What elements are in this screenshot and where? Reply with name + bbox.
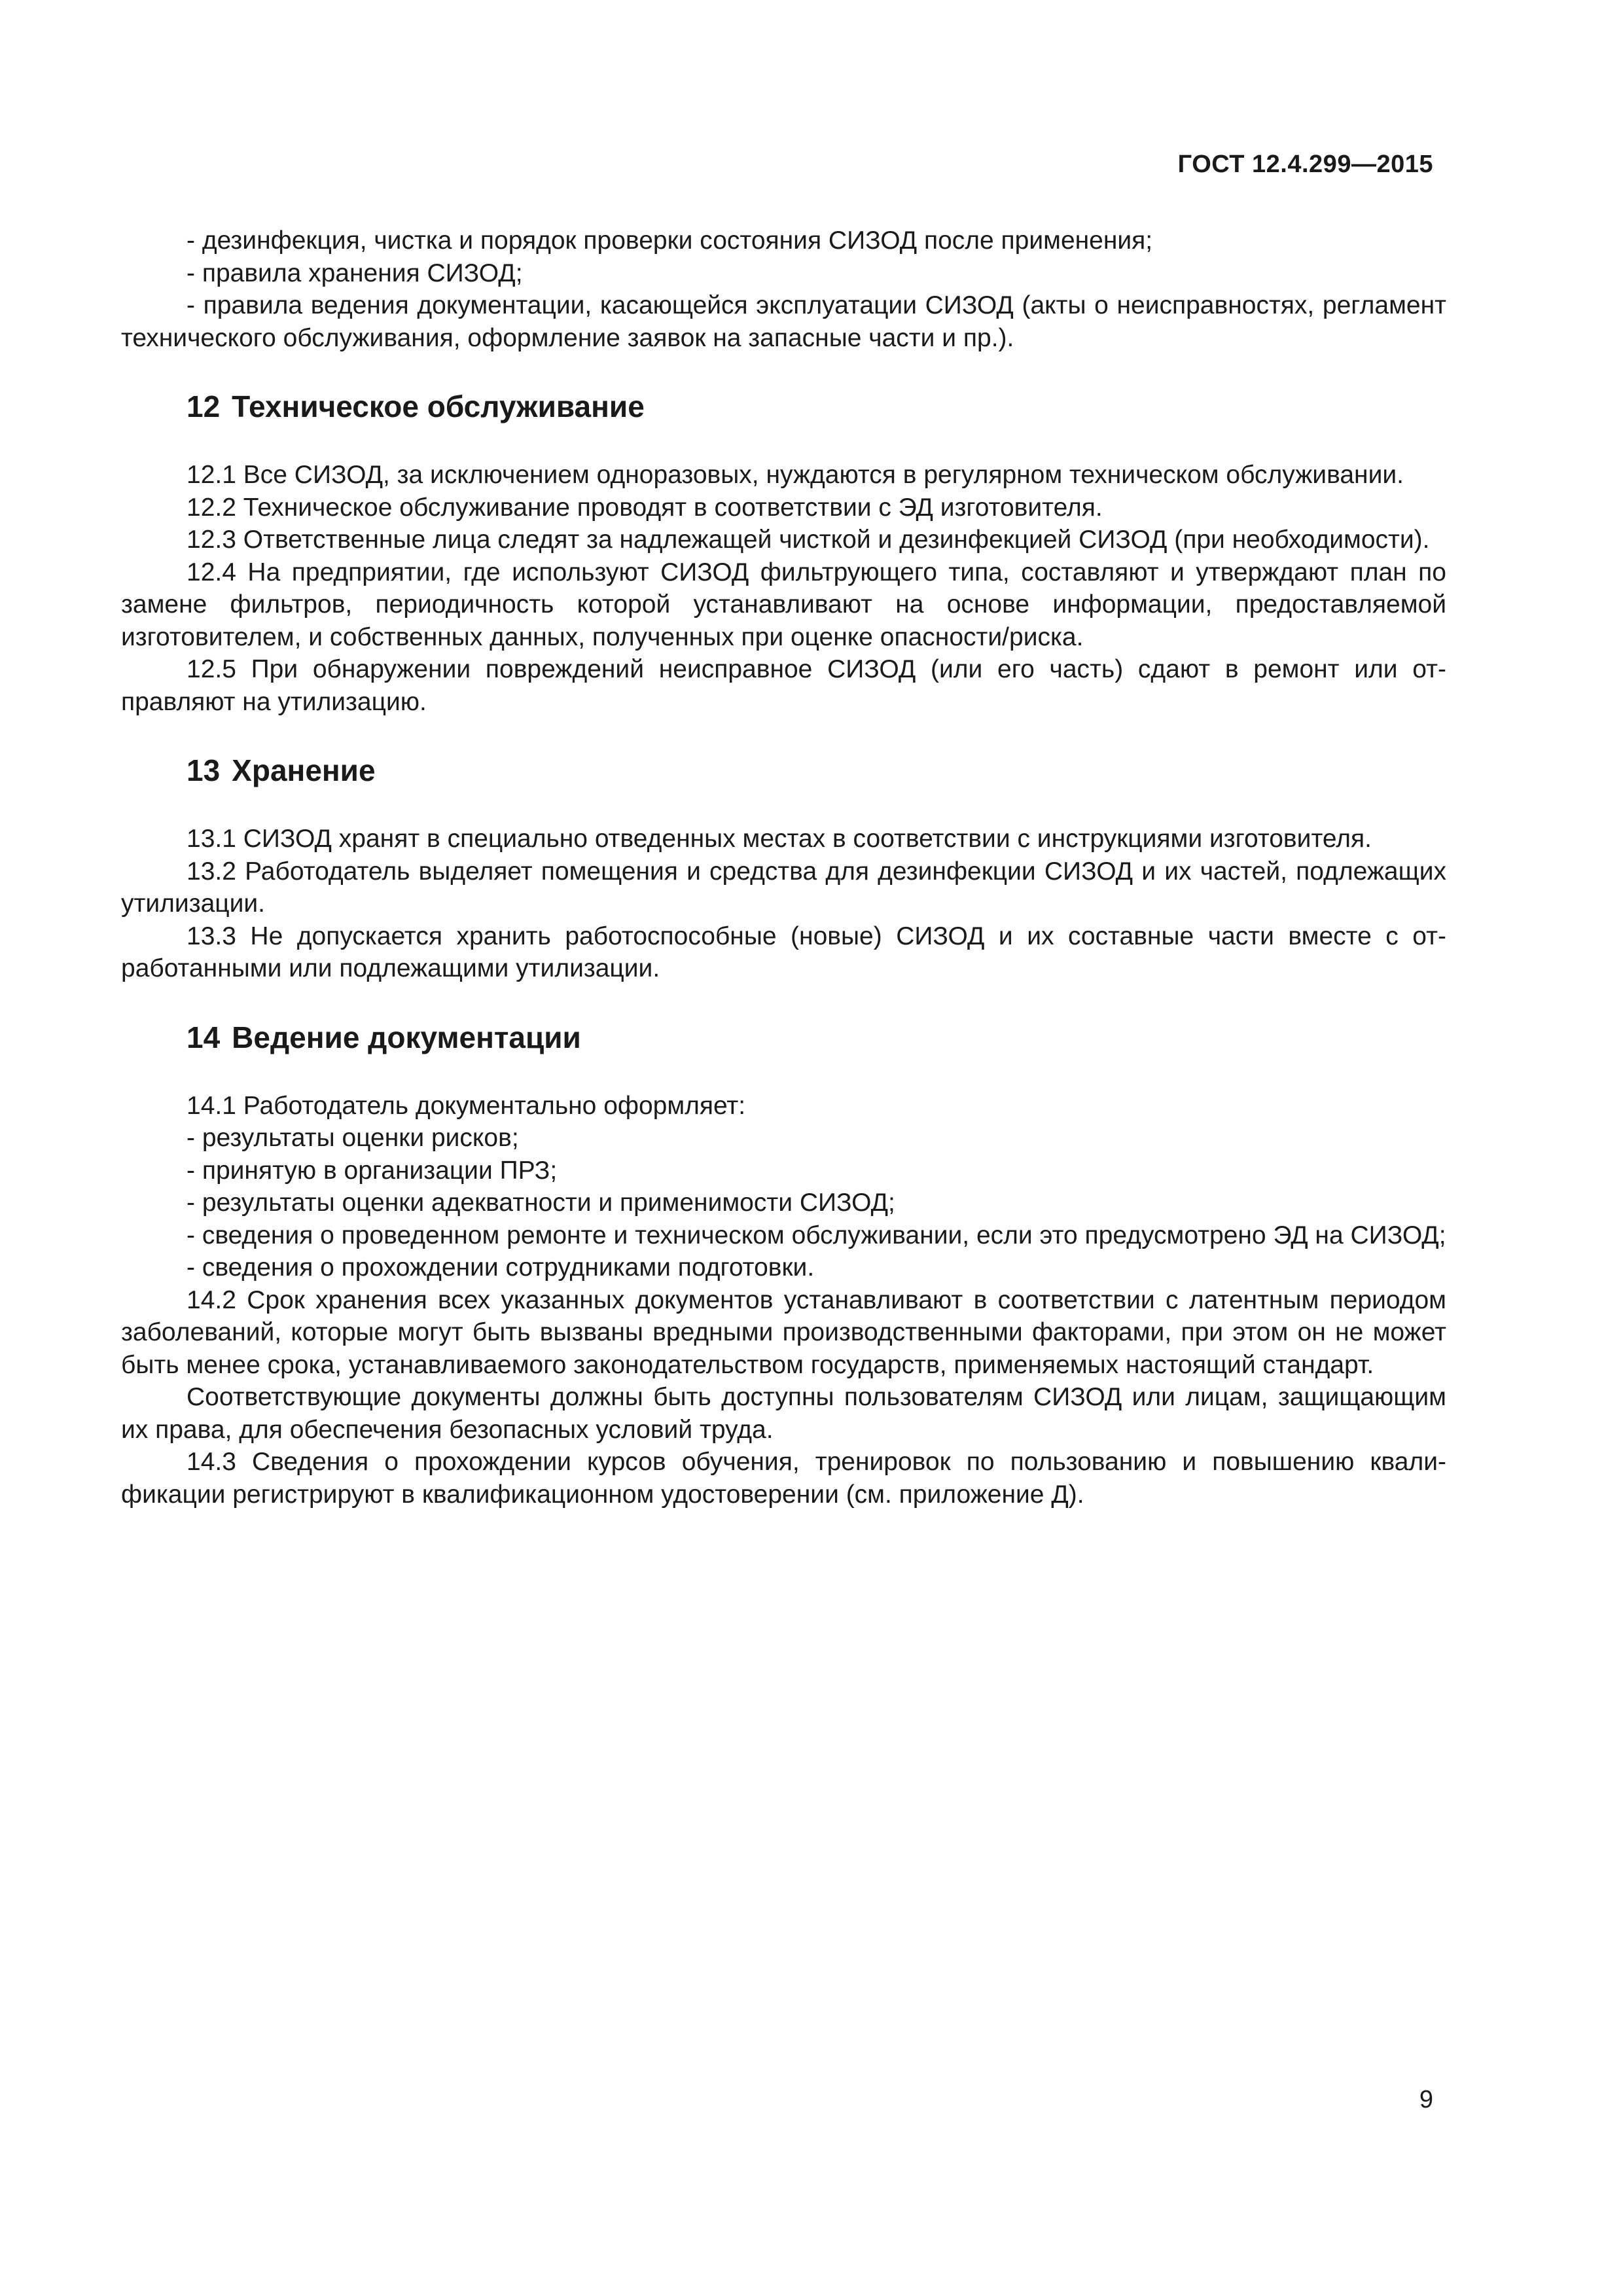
list-item: - правила хранения СИЗОД; bbox=[187, 259, 523, 287]
paragraph: 12.1 Все СИЗОД, за исключением одноразовых, нуждаются в регулярном техническом обслуживании. bbox=[187, 461, 1404, 489]
list-item: - сведения о прохождении сотрудниками подготовки. bbox=[187, 1253, 815, 1282]
section-number: 14 bbox=[187, 1020, 221, 1054]
paragraph: 12.5 При обнаружении повреждений неисправное СИЗОД (или его часть) сдают в ремонт или отправляют на утилизацию. bbox=[121, 655, 1446, 716]
section-heading-13 bbox=[121, 752, 1446, 789]
paragraph: 13.1 СИЗОД хранят в специально отведенных местах в соответствии с инструкциями изготовителя. bbox=[187, 825, 1372, 853]
paragraph: 14.3 Сведения о прохождении курсов обучения, тренировок по пользованию и повышению квалификации регистрируют в квалификационном удостоверении (см. приложение Д). bbox=[121, 1448, 1446, 1509]
list-item: - результаты оценки адекватности и применимости СИЗОД; bbox=[187, 1189, 895, 1217]
section-number: 13 bbox=[187, 753, 221, 787]
list-item: - правила ведения документации, касающейся эксплуатации СИЗОД (акты о неисправностях, регламент технического обслуживания, оформление заявок на запасные части и пр.). bbox=[121, 291, 1446, 352]
list-item: - принятую в организации ПРЗ; bbox=[187, 1156, 558, 1185]
paragraph: 14.2 Срок хранения всех указанных документов устанавливают в соответствии с латентным периодом заболеваний, которые могут быть вызваны вредными производственными факторами, при этом он не может быть менее срока, устанавливаемого законодательством государств, применяемых настоящий стандарт. bbox=[121, 1285, 1446, 1379]
document-body bbox=[121, 224, 1446, 1511]
section-title: Ведение документации bbox=[232, 1020, 581, 1054]
section-heading-14 bbox=[121, 1019, 1446, 1056]
paragraph: Соответствующие документы должны быть доступны пользователям СИЗОД или лицам, защищающим их права, для обеспечения безопасных условий труда. bbox=[121, 1383, 1446, 1444]
section-heading-12 bbox=[121, 388, 1446, 425]
paragraph: 12.3 Ответственные лица следят за надлежащей чисткой и дезинфекцией СИЗОД (при необходимости). bbox=[187, 526, 1430, 554]
list-item: - результаты оценки рисков; bbox=[187, 1124, 519, 1152]
paragraph: 13.3 Не допускается хранить работоспособные (новые) СИЗОД и их составные части вместе с отработанными или подлежащими утилизации. bbox=[121, 922, 1446, 982]
paragraph: 14.1 Работодатель документально оформляет: bbox=[187, 1091, 746, 1120]
paragraph: 12.4 На предприятии, где используют СИЗОД фильтрующего типа, составляют и утверждают план по замене фильтров, периодичность которой устанавливают на основе информации, предоставляемой изготовителем, и собственных данных, полученных при оценке опасности/риска. bbox=[121, 558, 1446, 651]
document-code-header: ГОСТ 12.4.299—2015 bbox=[1177, 151, 1433, 178]
section-title: Техническое обслуживание bbox=[232, 389, 645, 423]
page-number: 9 bbox=[1419, 2086, 1433, 2113]
paragraph: 13.2 Работодатель выделяет помещения и средства для дезинфекции СИЗОД и их частей, подлежащих утилизации. bbox=[121, 857, 1446, 918]
list-item: - дезинфекция, чистка и порядок проверки состояния СИЗОД после применения; bbox=[187, 226, 1153, 255]
section-number: 12 bbox=[187, 389, 221, 423]
list-item: - сведения о проведенном ремонте и техническом обслуживании, если это предусмотрено ЭД на СИЗОД; bbox=[187, 1221, 1446, 1249]
section-title: Хранение bbox=[232, 753, 376, 787]
paragraph: 12.2 Техническое обслуживание проводят в соответствии с ЭД изготовителя. bbox=[187, 493, 1103, 522]
